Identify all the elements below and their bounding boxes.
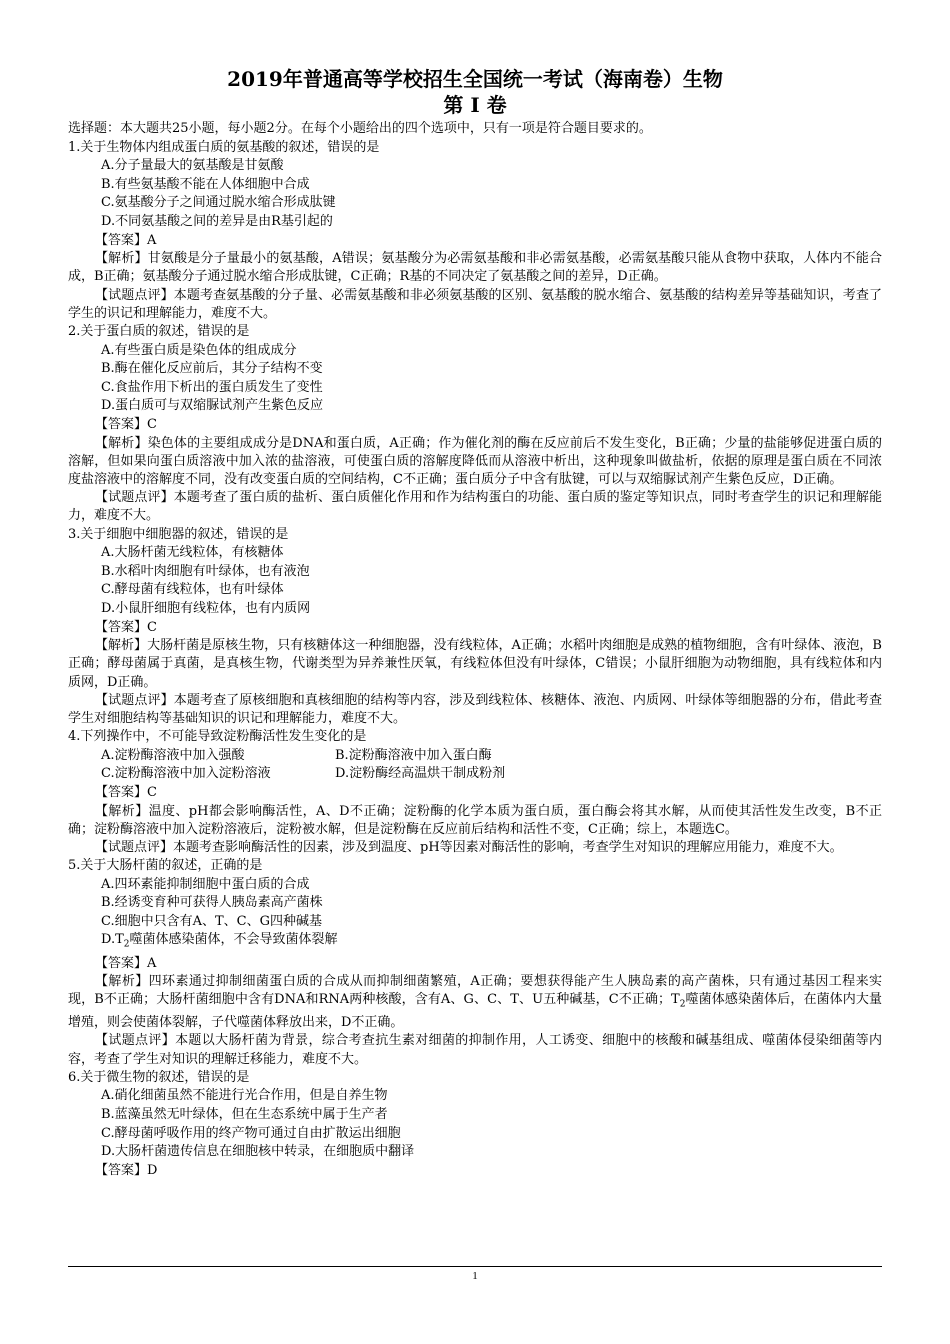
question-5-option-c: C.细胞中只含有A、T、C、G四种碱基 — [101, 913, 323, 929]
exam-title: 2019年普通高等学校招生全国统一考试（海南卷）生物 — [227, 67, 723, 91]
question-5-option-b: B.经诱变育种可获得人胰岛素高产菌株 — [101, 895, 323, 911]
question-3-review: 【试题点评】本题考查了原核细胞和真核细胞的结构等内容，涉及到线粒体、核糖体、液泡、内质网、叶绿体等细胞器的分布，借此考查学生对细胞结构等基础知识的识记和理解能力，难度不大。 — [68, 692, 882, 726]
question-3-option-c: C.酵母菌有线粒体，也有叶绿体 — [101, 582, 284, 598]
question-4-options-row-2 — [68, 765, 882, 784]
question-2-answer: 【答案】C — [95, 416, 157, 432]
question-5-analysis-part-2: 噬菌体感染菌体后，在菌体内大量增殖，则会使菌体裂解，子代噬菌体释放出来，D不正确。 — [68, 992, 882, 1031]
question-4-stem: 4.下列操作中，不可能导致淀粉酶活性发生变化的是 — [68, 729, 367, 745]
question-5-analysis — [68, 973, 882, 1032]
question-6-option-d: D.大肠杆菌遗传信息在细胞核中转录，在细胞质中翻译 — [101, 1144, 415, 1160]
document-page — [68, 66, 882, 1180]
question-1-option-d: D.不同氨基酸之间的差异是由R基引起的 — [101, 213, 333, 229]
question-5-analysis-subscript: 2 — [679, 1000, 686, 1011]
question-3-option-b: B.水稻叶肉细胞有叶绿体，也有液泡 — [101, 563, 310, 579]
question-6-option-b: B.蓝藻虽然无叶绿体，但在生态系统中属于生产者 — [101, 1107, 388, 1123]
question-4-option-c: C.淀粉酶溶液中加入淀粉溶液 — [101, 766, 271, 782]
question-6-answer: 【答案】D — [95, 1162, 158, 1178]
question-4-option-a: A.淀粉酶溶液中加入强酸 — [101, 747, 245, 763]
volume-heading: 第 I 卷 — [443, 93, 507, 117]
question-5-option-d-prefix: D.T — [101, 932, 124, 948]
question-3-answer: 【答案】C — [95, 619, 157, 635]
question-4-review: 【试题点评】本题考查影响酶活性的因素，涉及到温度、pH等因素对酶活性的影响，考查学生对知识的理解应用能力，难度不大。 — [95, 839, 843, 855]
question-5-answer: 【答案】A — [95, 955, 157, 971]
question-4-answer: 【答案】C — [95, 784, 157, 800]
question-1-option-c: C.氨基酸分子之间通过脱水缩合形成肽键 — [101, 195, 336, 211]
question-6-stem: 6.关于微生物的叙述，错误的是 — [68, 1069, 250, 1085]
question-2-stem: 2.关于蛋白质的叙述，错误的是 — [68, 323, 250, 339]
question-4-option-b: B.淀粉酶溶液中加入蛋白酶 — [335, 747, 492, 763]
question-2-option-b: B.酶在催化反应前后，其分子结构不变 — [101, 361, 323, 377]
question-1-review: 【试题点评】本题考查氨基酸的分子量、必需氨基酸和非必须氨基酸的区别、氨基酸的脱水缩合、氨基酸的结构差异等基础知识，考查了学生的识记和理解能力，难度不大。 — [68, 287, 882, 321]
footer-rule — [68, 1266, 882, 1267]
question-5-review: 【试题点评】本题以大肠杆菌为背景，综合考查抗生素对细菌的抑制作用，人工诱变、细胞中的核酸和碱基组成、噬菌体侵染细菌等内容，考查了学生对知识的理解迁移能力，难度不大。 — [68, 1033, 882, 1067]
question-3-option-d: D.小鼠肝细胞有线粒体，也有内质网 — [101, 600, 311, 616]
question-1-option-a: A.分子量最大的氨基酸是甘氨酸 — [101, 158, 284, 174]
question-5-option-d-text: 噬菌体感染菌体，不会导致菌体裂解 — [129, 932, 338, 948]
question-6-option-c: C.酵母菌呼吸作用的终产物可通过自由扩散运出细胞 — [101, 1125, 401, 1141]
question-5-stem: 5.关于大肠杆菌的叙述，正确的是 — [68, 858, 263, 874]
question-3-analysis: 【解析】大肠杆菌是原核生物，只有核糖体这一种细胞器，没有线粒体，A正确；水稻叶肉细胞是成熟的植物细胞，含有叶绿体、液泡，B正确；酵母菌属于真菌，是真核生物，代谢类型为异养兼性厌氧，有线粒体但没有叶绿体，C错误；小鼠肝细胞为动物细胞，具有线粒体和内质网，D正确。 — [68, 638, 882, 690]
question-5-option-a: A.四环素能抑制细胞中蛋白质的合成 — [101, 876, 310, 892]
question-2-review: 【试题点评】本题考查了蛋白质的盐析、蛋白质催化作用和作为结构蛋白的功能、蛋白质的鉴定等知识点，同时考查学生的识记和理解能力，难度不大。 — [68, 490, 882, 524]
question-4-options-row-1 — [68, 747, 882, 766]
question-3-option-a: A.大肠杆菌无线粒体，有核糖体 — [101, 545, 284, 561]
question-2-option-a: A.有些蛋白质是染色体的组成成分 — [101, 342, 297, 358]
question-4-analysis: 【解析】温度、pH都会影响酶活性，A、D不正确；淀粉酶的化学本质为蛋白质，蛋白酶会将其水解，从而使其活性发生改变，B不正确；淀粉酶溶液中加入淀粉溶液后，淀粉被水解，但是淀粉酶在反应前后结构和活性不变，C正确；综上，本题选C。 — [68, 803, 882, 837]
question-1-answer: 【答案】A — [95, 232, 157, 248]
question-3-stem: 3.关于细胞中细胞器的叙述，错误的是 — [68, 526, 289, 542]
question-5-option-d — [68, 931, 882, 954]
question-1-stem: 1.关于生物体内组成蛋白质的氨基酸的叙述，错误的是 — [68, 139, 380, 155]
question-2-option-d: D.蛋白质可与双缩脲试剂产生紫色反应 — [101, 398, 324, 414]
question-1-option-b: B.有些氨基酸不能在人体细胞中合成 — [101, 176, 310, 192]
instructions: 选择题：本大题共25小题，每小题2分。在每个小题给出的四个选项中，只有一项是符合题目要求的。 — [68, 121, 652, 136]
question-5-analysis-part-1: 【解析】四环素通过抑制细菌蛋白质的合成从而抑制细菌繁殖，A正确；要想获得能产生人胰岛素的高产菌株，只有通过基因工程来实现，B不正确；大肠杆菌细胞中含有DNA和RNA两种核酸，含有A、G、C、T、U五种碱基，C不正确；T — [68, 974, 882, 1008]
question-1-analysis: 【解析】甘氨酸是分子量最小的氨基酸，A错误；氨基酸分为必需氨基酸和非必需氨基酸，必需氨基酸只能从食物中获取，人体内不能合成，B正确；氨基酸分子通过脱水缩合形成肽键，C正确；R基的不同决定了氨基酸之间的差异，D正确。 — [68, 251, 882, 285]
question-4-option-d: D.淀粉酶经高温烘干制成粉剂 — [335, 766, 506, 782]
question-2-option-c: C.食盐作用下析出的蛋白质发生了变性 — [101, 379, 323, 395]
question-2-analysis: 【解析】染色体的主要组成成分是DNA和蛋白质，A正确；作为催化剂的酶在反应前后不发生变化，B正确；少量的盐能够促进蛋白质的溶解，但如果向蛋白质溶液中加入浓的盐溶液，可使蛋白质的溶解度降低而从溶液中析出，这种现象叫做盐析，依据的原理是蛋白质在不同浓度盐溶液中的溶解度不同，没有改变蛋白质的空间结构，C不正确；蛋白质分子中含有肽键，可以与双缩脲试剂产生紫色反应，D正确。 — [68, 435, 882, 487]
question-5-option-d-subscript: 2 — [123, 940, 130, 951]
page-number: 1 — [472, 1270, 478, 1282]
question-6-option-a: A.硝化细菌虽然不能进行光合作用，但是自养生物 — [101, 1088, 388, 1104]
